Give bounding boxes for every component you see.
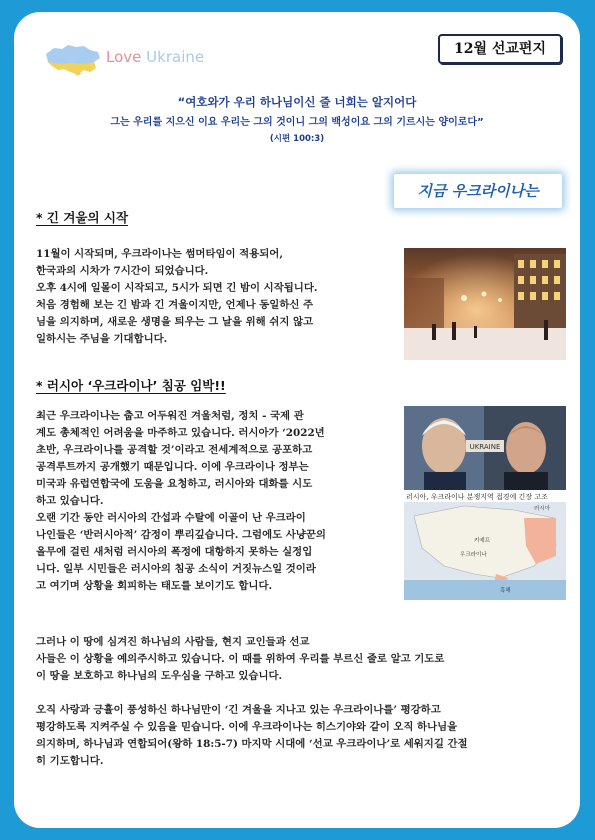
section-heading-invasion: * 러시아 ‘우크라이나’ 침공 임박!!	[36, 378, 226, 393]
text-line: 이 땅을 보호하고 하나님의 도우심을 구하고 있습니다.	[36, 670, 283, 682]
text-line: 그러나 이 땅에 심겨진 하나님의 사람들, 현지 교인들과 선교	[36, 636, 310, 648]
love-ukraine-logo	[44, 40, 234, 80]
paragraph-prayer-request	[36, 702, 566, 770]
map-place-kyiv: 키예프	[474, 538, 490, 544]
text-line: 의지하며, 하나님과 연합되어(왕하 18:5-7) 마지막 시대에 ‘선교 우크라이나’로 세워지길 간절	[36, 738, 468, 750]
text-line: 오랜 기간 동안 러시아의 간섭과 수탈에 이골이 난 우크라이	[36, 512, 306, 524]
logo-text-ukraine: Ukraine	[146, 48, 205, 66]
verse-line-2: 그는 우리를 지으신 이요 우리는 그의 것이니 그의 백성이요 그의 기르시는 양이로다”	[110, 117, 484, 128]
text-line: 니다. 일부 시민들은 러시아의 침공 소식이 거짓뉴스일 것이라	[36, 563, 316, 575]
text-line: 올무에 걸린 새처럼 러시아의 폭정에 대항하지 못하는 실정입	[36, 546, 313, 558]
map-place-black-sea: 흑해	[500, 588, 511, 594]
text-line: 오후 4시에 일몰이 시작되고, 5시가 되면 긴 밤이 시작됩니다.	[36, 282, 318, 294]
text-line: 하고 있습니다.	[36, 495, 104, 507]
text-line: 공격루트까지 공개했기 때문입니다. 이에 우크라이나 정부는	[36, 461, 309, 473]
text-line: 한국과의 시차가 7시간이 되었습니다.	[36, 265, 209, 277]
text-line: 사들은 이 상황을 예의주시하고 있습니다. 이 때를 위하여 우리를 부르신 줄로 알고 기도로	[36, 653, 445, 665]
month-badge: 12월 선교편지	[438, 34, 562, 64]
section-winter-body	[36, 246, 406, 348]
text-line: 초반, 우크라이나를 공격할 것’이라고 전세계적으로 공포하고	[36, 444, 313, 456]
verse-line-1: “여호와가 우리 하나님이신 줄 너희는 알지어다	[177, 95, 417, 109]
text-line: 일하시는 주님을 기대합니다.	[36, 333, 168, 345]
text-line: 님을 의지하며, 새로운 생명을 틔우는 그 날을 위해 쉬지 않고	[36, 316, 314, 328]
text-line: 고 여기며 상황을 회피하는 태도를 보이기도 합니다.	[36, 580, 273, 592]
text-line: 처음 경험해 보는 긴 밤과 긴 겨울이지만, 언제나 동일하신 주	[36, 299, 314, 311]
winter-night-street-photo	[404, 248, 566, 360]
text-line: 계도 총체적인 어려움을 마주하고 있습니다. 러시아가 ‘2022년	[36, 427, 325, 439]
conflict-map-photo	[404, 406, 566, 600]
photo-caption: 러시아, 우크라이나 분쟁지역 접경에 긴장 고조	[406, 493, 548, 501]
section-invasion-body	[36, 408, 406, 595]
verse-reference: (시편 100:3)	[269, 134, 325, 144]
letter-page	[14, 12, 580, 828]
text-line: 최근 우크라이나는 춥고 어두워진 겨울처럼, 정치 - 국제 관	[36, 410, 304, 422]
section-heading-winter: * 긴 겨울의 시작	[36, 210, 129, 225]
logo-text-love: Love	[106, 48, 142, 66]
text-line: 미국과 유럽연합국에 도움을 요청하고, 러시아와 대화를 시도	[36, 478, 313, 490]
text-line: 평강하도록 지켜주실 수 있음을 믿습니다. 이에 우크라이나는 히스기야와 같이 오직 하나님을	[36, 721, 458, 733]
text-line: 오직 사랑과 긍휼이 풍성하신 하나님만이 ‘긴 겨울을 지나고 있는 우크라이나를’ 평강하고	[36, 704, 441, 716]
text-line: 나인들은 ‘반러시아적’ 감정이 뿌리깊습니다. 그럼에도 사냥꾼의	[36, 529, 326, 541]
map-place-russia: 러시아	[534, 506, 550, 512]
ukraine-map-icon	[44, 42, 102, 78]
text-line: 히 기도합니다.	[36, 755, 104, 767]
map-place-ukraine: 우크라이나	[460, 552, 487, 558]
text-line: 11월이 시작되며, 우크라이나는 썸머타임이 적용되어,	[36, 248, 283, 260]
map-label-ukraine: UKRAINE	[469, 443, 501, 451]
logo-text	[106, 48, 204, 66]
paragraph-prayer-watch	[36, 634, 566, 685]
now-ukraine-banner: 지금 우크라이나는	[394, 174, 562, 208]
